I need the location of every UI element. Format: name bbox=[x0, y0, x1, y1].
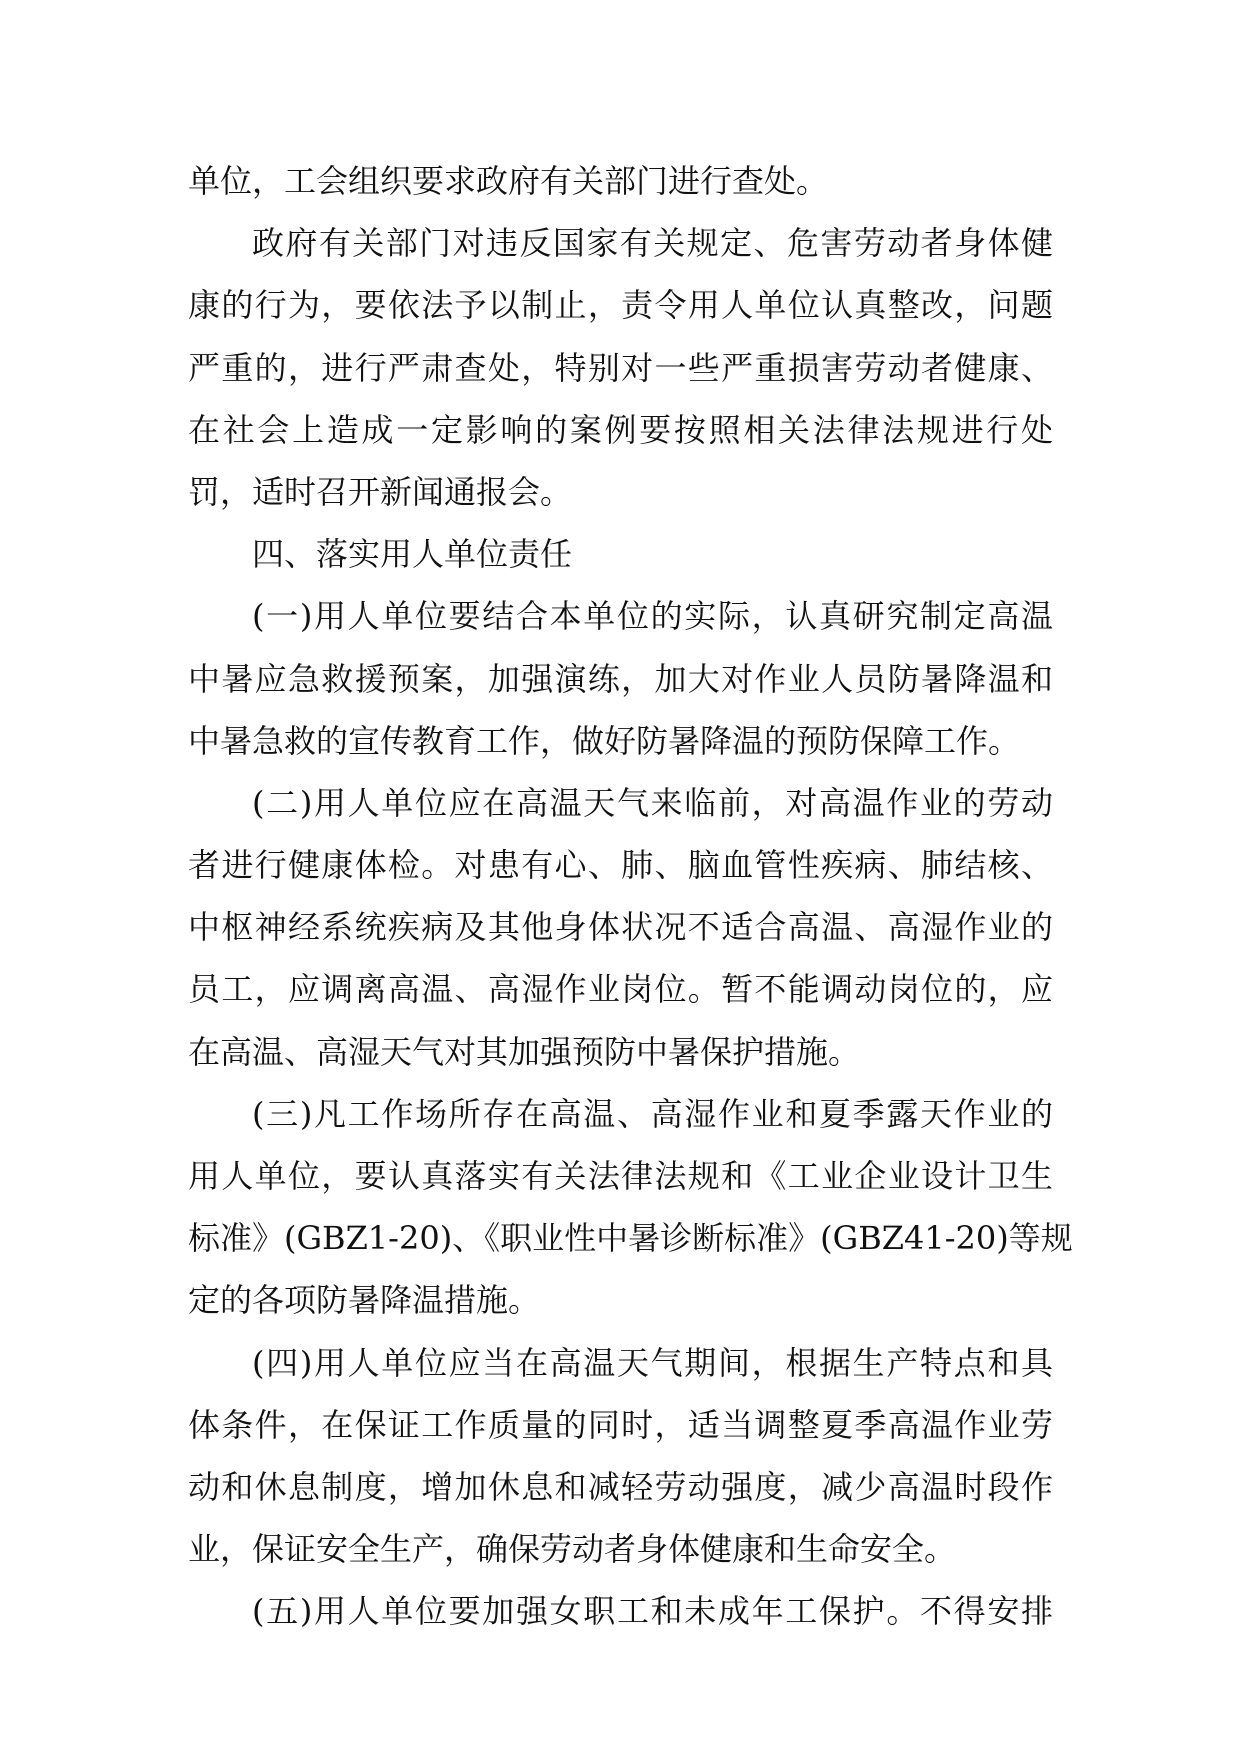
text-line: 严重的，进行严肃查处，特别对一些严重损害劳动者健康、 bbox=[188, 348, 1053, 387]
text-line: 中暑急救的宣传教育工作，做好防暑降温的预防保障工作。 bbox=[188, 721, 1021, 760]
text-line: 者进行健康体检。对患有心、肺、脑血管性疾病、肺结核、 bbox=[188, 846, 1053, 885]
paragraph-start-line: (五)用人单位要加强女职工和未成年工保护。不得安排 bbox=[252, 1592, 1053, 1631]
text-line: 定的各项防暑降温措施。 bbox=[188, 1281, 541, 1320]
paragraph-start-line: (一)用人单位要结合本单位的实际，认真研究制定高温 bbox=[252, 597, 1053, 636]
text-line: 员工，应调离高温、高湿作业岗位。暂不能调动岗位的，应 bbox=[188, 970, 1053, 1009]
text-line: 单位，工会组织要求政府有关部门进行查处。 bbox=[188, 162, 829, 200]
text-line: 业，保证安全生产，确保劳动者身体健康和生命安全。 bbox=[188, 1530, 957, 1569]
text-line: 罚，适时召开新闻通报会。 bbox=[188, 472, 573, 511]
text-line: 体条件，在保证工作质量的同时，适当调整夏季高温作业劳 bbox=[188, 1405, 1053, 1444]
section-heading: 四、落实用人单位责任 bbox=[252, 535, 573, 574]
text-line: 中枢神经系统疾病及其他身体状况不适合高温、高湿作业的 bbox=[188, 908, 1053, 947]
paragraph-start-line: (四)用人单位应当在高温天气期间，根据生产特点和具 bbox=[252, 1343, 1053, 1382]
text-line: 标准》(GBZ1-20)、《职业性中暑诊断标准》(GBZ41-20)等规 bbox=[188, 1219, 1073, 1258]
text-line: 康的行为，要依法予以制止，责令用人单位认真整改，问题 bbox=[188, 286, 1053, 325]
text-line: 动和休息制度，增加休息和减轻劳动强度，减少高温时段作 bbox=[188, 1467, 1053, 1506]
paragraph-start-line: (三)凡工作场所存在高温、高湿作业和夏季露天作业的 bbox=[252, 1094, 1053, 1133]
text-line: 在社会上造成一定影响的案例要按照相关法律法规进行处 bbox=[188, 410, 1053, 449]
text-line: 在高温、高湿天气对其加强预防中暑保护措施。 bbox=[188, 1032, 861, 1071]
text-line: 中暑应急救援预案，加强演练，加大对作业人员防暑降温和 bbox=[188, 659, 1053, 698]
text-line: 用人单位，要认真落实有关法律法规和《工业企业设计卫生 bbox=[188, 1157, 1053, 1195]
document-page bbox=[188, 150, 1073, 1643]
paragraph-start-line: (二)用人单位应在高温天气来临前，对高温作业的劳动 bbox=[252, 783, 1053, 822]
paragraph-start-line: 政府有关部门对违反国家有关规定、危害劳动者身体健 bbox=[252, 224, 1053, 263]
